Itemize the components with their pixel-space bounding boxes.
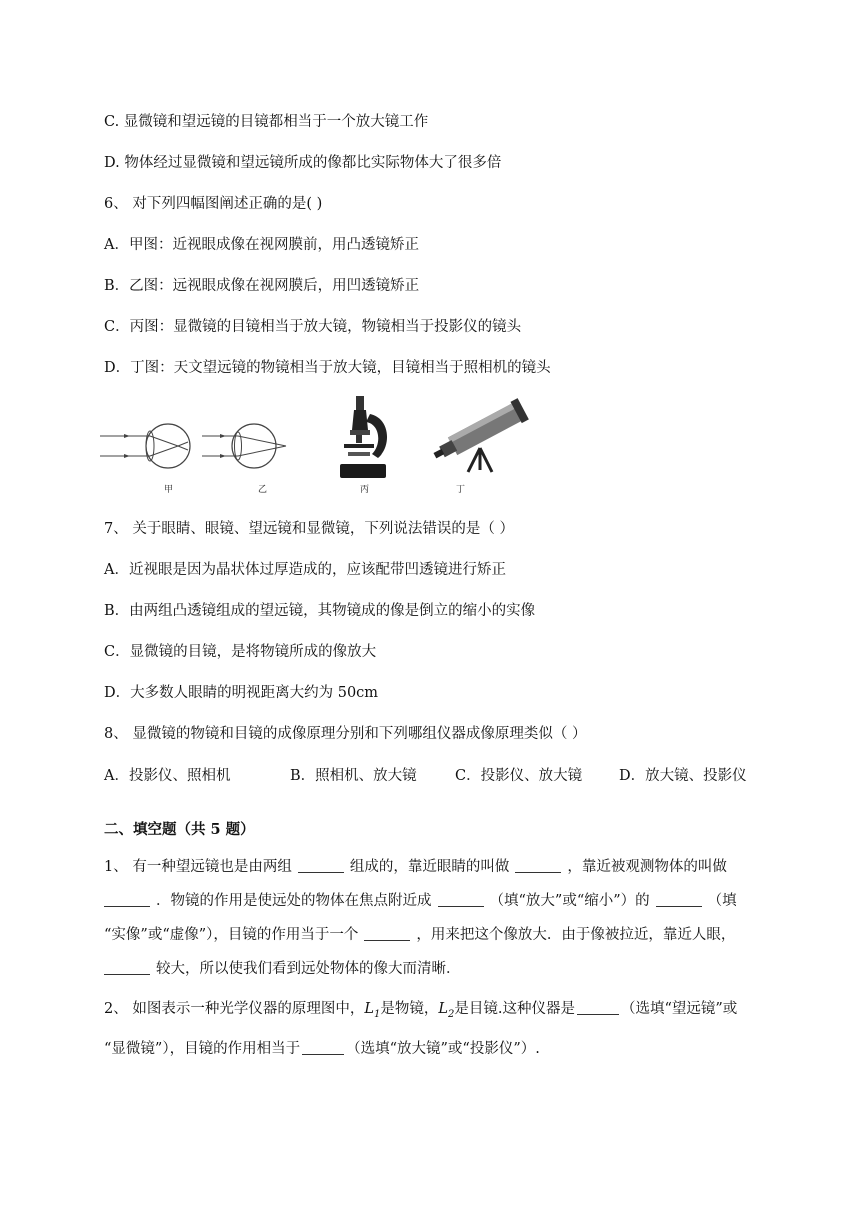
fill2-text-2: 是物镜， [380, 1001, 439, 1017]
fill2-text-5: “显微镜”），目镜的作用相当于 [104, 1040, 301, 1057]
section-heading: 二、填空题（共 5 题） [104, 821, 255, 838]
caption-jia: 甲 [164, 485, 174, 495]
q6-stem: 6、 对下列四幅图阐述正确的是( ) [104, 196, 323, 212]
q7-option-a: A．近视眼是因为晶状体过厚造成的，应该配带凹透镜进行矫正 [104, 562, 506, 578]
answer-blank[interactable] [302, 1041, 344, 1055]
q8-option-b: B．照相机、放大镜 [290, 768, 417, 784]
fill1-text-5: （填“放大”或“缩小”）的 [489, 893, 650, 909]
q8-option-d: D．放大镜、投影仪 [619, 768, 747, 784]
q7-option-c: C．显微镜的目镜，是将物镜所成的像放大 [104, 644, 377, 660]
q5-option-c: C. 显微镜和望远镜的目镜都相当于一个放大镜工作 [104, 114, 429, 130]
fill1-text-8: ，用来把这个像放大．由于像被拉近，靠近人眼， [416, 927, 736, 943]
fill1-text-9: 较大，所以使我们看到远处物体的像大而清晰． [156, 961, 461, 977]
q6-option-d: D．丁图：天文望远镜的物镜相当于放大镜，目镜相当于照相机的镜头 [104, 360, 551, 376]
answer-blank[interactable] [577, 1001, 619, 1015]
lens-l1-label: $L_1$ [364, 1001, 381, 1020]
lens-l2-label: $L_2$ [438, 1001, 455, 1020]
fill1-text-4: ．物镜的作用是使远处的物体在焦点附近成 [156, 893, 432, 909]
q5-option-d: D. 物体经过显微镜和望远镜所成的像都比实际物体大了很多倍 [104, 155, 502, 171]
eye-diagram-yi [202, 394, 302, 474]
q7-option-b: B．由两组凸透镜组成的望远镜，其物镜成的像是倒立的缩小的实像 [104, 603, 536, 619]
caption-bing: 丙 [360, 485, 370, 495]
q7-stem: 7、 关于眼睛、眼镜、望远镜和显微镜，下列说法错误的是（ ） [104, 521, 514, 537]
fill1-text-2: 组成的，靠近眼睛的叫做 [349, 859, 510, 875]
caption-yi: 乙 [258, 485, 268, 495]
answer-blank[interactable] [515, 859, 561, 873]
q6-figure-row [100, 394, 540, 498]
fill1-text-1: 1、 有一种望远镜也是由两组 [104, 859, 292, 875]
answer-blank[interactable] [104, 893, 150, 907]
fill1-text-3: ，靠近被观测物体的叫做 [567, 859, 727, 875]
fill1-text-6: （填 [707, 893, 737, 909]
fill-question-1 [104, 850, 759, 986]
fill2-text-4: （选填“望远镜”或 [620, 1001, 738, 1017]
caption-ding: 丁 [456, 485, 466, 495]
q8-option-c: C．投影仪、放大镜 [455, 768, 583, 784]
answer-blank[interactable] [364, 927, 410, 941]
q6-option-a: A．甲图：近视眼成像在视网膜前，用凸透镜矫正 [104, 237, 419, 253]
fill2-text-6: （选填“放大镜”或“投影仪”）. [346, 1040, 540, 1057]
q6-option-b: B．乙图：远视眼成像在视网膜后，用凹透镜矫正 [104, 278, 420, 294]
telescope-icon [420, 394, 540, 482]
answer-blank[interactable] [298, 859, 344, 873]
microscope-icon [326, 394, 406, 482]
q8-stem: 8、 显微镜的物镜和目镜的成像原理分别和下列哪组仪器成像原理类似（ ） [104, 726, 587, 742]
fill-question-2 [104, 992, 759, 1066]
q7-option-d: D．大多数人眼睛的明视距离大约为 50cm [104, 685, 379, 701]
q6-option-c: C．丙图：显微镜的目镜相当于放大镜，物镜相当于投影仪的镜头 [104, 319, 522, 335]
answer-blank[interactable] [656, 893, 702, 907]
fill2-text-3: 是目镜.这种仪器是 [454, 1001, 575, 1017]
answer-blank[interactable] [438, 893, 484, 907]
answer-blank[interactable] [104, 961, 150, 975]
eye-diagram-jia [100, 394, 200, 474]
fill1-text-7: “实像”或“虚像”），目镜的作用当于一个 [104, 927, 359, 943]
fill2-text-1: 2、 如图表示一种光学仪器的原理图中， [104, 1001, 365, 1017]
q8-option-a: A．投影仪、照相机 [104, 768, 231, 784]
